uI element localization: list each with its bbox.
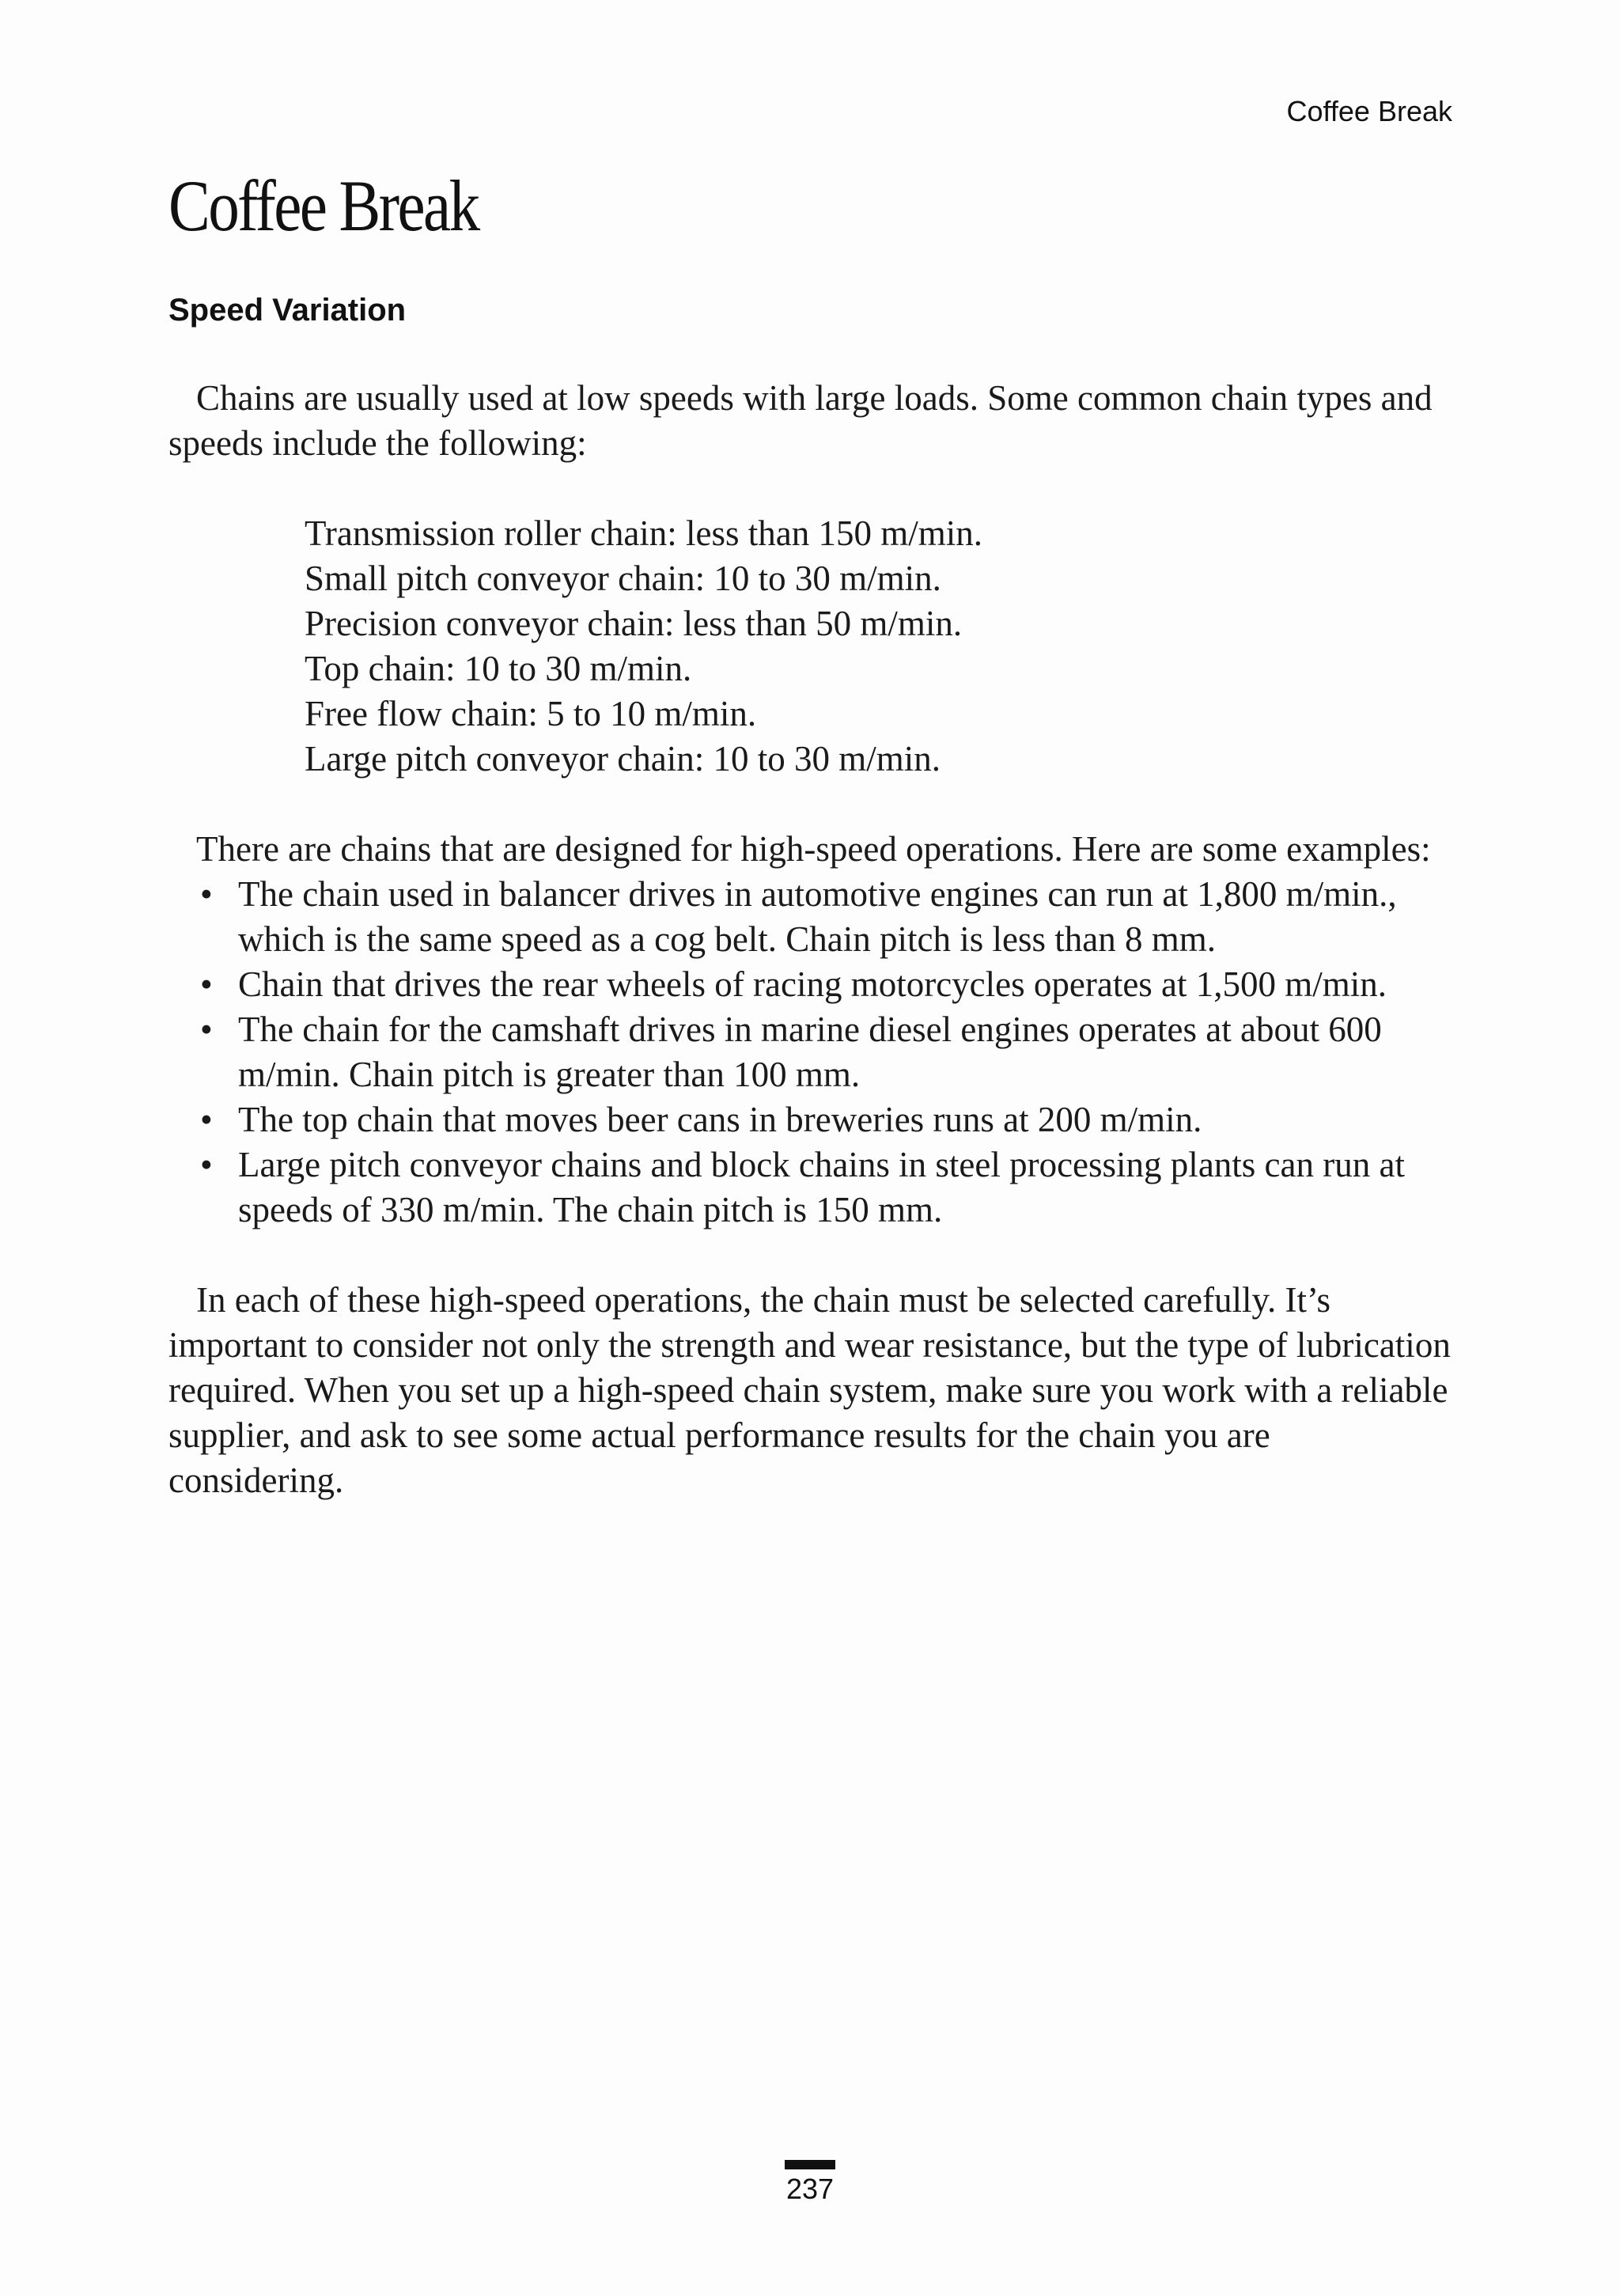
section-heading: Speed Variation <box>168 293 407 328</box>
page-number-bar <box>785 2160 835 2169</box>
speed-list-item: Precision conveyor chain: less than 50 m/min. <box>305 604 963 643</box>
bullet-icon: • <box>200 874 213 914</box>
example-text: The chain used in balancer drives in automotive engines can run at 1,800 m/min., which is the same speed as a cog belt. Chain pitch is less than 8 mm. <box>238 874 1397 959</box>
example-list-item <box>200 1142 1454 1233</box>
example-text: The top chain that moves beer cans in breweries runs at 200 m/min. <box>238 1100 1202 1139</box>
running-head: Coffee Break <box>1286 95 1452 127</box>
speed-list-item: Top chain: 10 to 30 m/min. <box>305 649 692 688</box>
example-list-item <box>200 1097 1454 1142</box>
conclusion-paragraph: In each of these high-speed operations, the chain must be selected carefully. It’s important to consider not only the strength and wear resistance, but the type of lubrication required. When you set up a high-speed chain system, make sure you work with a reliable supplier, and ask to see some actual performance results for the chain you are considering. <box>168 1280 1451 1500</box>
page-number: 237 <box>785 2173 835 2205</box>
example-text: Large pitch conveyor chains and block chains in steel processing plants can run at speeds of 330 m/min. The chain pitch is 150 mm. <box>238 1145 1405 1229</box>
bullet-icon: • <box>200 1145 213 1184</box>
example-list-item <box>200 962 1454 1007</box>
bullet-icon: • <box>200 1100 213 1139</box>
speed-list-item: Small pitch conveyor chain: 10 to 30 m/min. <box>305 559 941 598</box>
speed-list-item: Free flow chain: 5 to 10 m/min. <box>305 694 757 733</box>
speed-list-item: Transmission roller chain: less than 150 m/min. <box>305 513 983 553</box>
bullet-icon: • <box>200 964 213 1004</box>
speed-list <box>305 511 1454 782</box>
chapter-title: Coffee Break <box>168 165 479 246</box>
example-list-item <box>200 1007 1454 1097</box>
example-list-item <box>200 872 1454 962</box>
example-text: The chain for the camshaft drives in marine diesel engines operates at about 600 m/min. Chain pitch is greater than 100 mm. <box>238 1010 1382 1094</box>
speed-list-item: Large pitch conveyor chain: 10 to 30 m/min. <box>305 739 941 779</box>
page-footer <box>0 2160 1620 2206</box>
example-text: Chain that drives the rear wheels of racing motorcycles operates at 1,500 m/min. <box>238 964 1387 1004</box>
body-text <box>168 376 1454 1503</box>
bullet-icon: • <box>200 1010 213 1049</box>
examples-list <box>200 872 1454 1233</box>
high-speed-intro-paragraph: There are chains that are designed for high-speed operations. Here are some examples: <box>196 829 1431 869</box>
intro-paragraph: Chains are usually used at low speeds with large loads. Some common chain types and speeds include the following: <box>168 378 1433 463</box>
